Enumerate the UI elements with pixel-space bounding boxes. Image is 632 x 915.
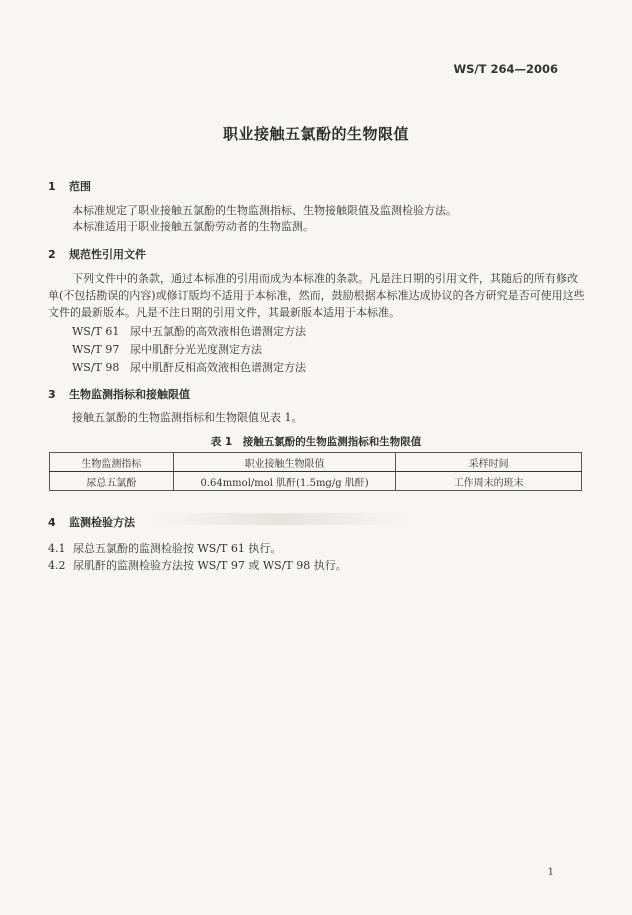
document-title: 职业接触五氯酚的生物限值 xyxy=(222,125,409,143)
clause-item xyxy=(48,557,347,573)
paragraph: 接触五氯酚的生物监测指标和生物限值见表 1。 xyxy=(72,411,303,424)
section-4-heading xyxy=(48,514,135,530)
clause-number: 4.1 xyxy=(48,542,66,555)
table-cell: 0.64mmol/mol 肌酐(1.5mg/g 肌酐) xyxy=(173,472,396,491)
page-number: 1 xyxy=(547,867,554,878)
clause-item xyxy=(48,540,281,556)
reference-item xyxy=(72,341,262,357)
paragraph: 本标准规定了职业接触五氯酚的生物监测指标、生物接触限值及监测检验方法。 xyxy=(72,204,457,217)
clause-number: 4.2 xyxy=(48,559,66,572)
paragraph: 本标准适用于职业接触五氯酚劳动者的生物监测。 xyxy=(72,220,314,233)
section-number: 3 xyxy=(48,388,56,401)
table-header-row xyxy=(50,453,582,472)
section-number: 1 xyxy=(48,180,56,193)
section-1-heading xyxy=(48,178,91,194)
table-header-cell: 生物监测指标 xyxy=(50,453,174,472)
reference-title: 尿中肌酐反相高效液相色谱测定方法 xyxy=(130,361,306,374)
table-header-cell: 采样时间 xyxy=(396,453,582,472)
reference-code: WS/T 61 xyxy=(72,325,120,338)
paragraph: 下列文件中的条款，通过本标准的引用而成为本标准的条款。凡是注日期的引用文件，其随后的所有修改单(不包括勘误的内容)或修订版均不适用于本标准，然而，鼓励根据本标准达成协议的各方研究是否可使用这些文件的最新版本。凡是不注日期的引用文件，其最新版本适用于本标准。 xyxy=(48,272,585,319)
reference-title: 尿中五氯酚的高效液相色谱测定方法 xyxy=(130,325,306,338)
section-title: 监测检验方法 xyxy=(69,516,135,529)
reference-code: WS/T 97 xyxy=(72,343,120,356)
clause-text: 尿总五氯酚的监测检验按 WS/T 61 执行。 xyxy=(73,542,282,555)
section-title: 生物监测指标和接触限值 xyxy=(69,388,190,401)
table-header-cell: 职业接触生物限值 xyxy=(173,453,396,472)
section-number: 2 xyxy=(48,248,56,261)
table-caption: 表 1 接触五氯酚的生物监测指标和生物限值 xyxy=(210,436,422,448)
section-number: 4 xyxy=(48,516,56,529)
biological-limits-table xyxy=(49,452,582,491)
clause-text: 尿肌酐的监测检验方法按 WS/T 97 或 WS/T 98 执行。 xyxy=(73,559,347,572)
scan-artifact xyxy=(150,513,410,525)
reference-title: 尿中肌酐分光光度测定方法 xyxy=(130,343,262,356)
table-row xyxy=(50,472,582,491)
section-2-heading xyxy=(48,246,146,262)
section-title: 规范性引用文件 xyxy=(69,248,146,261)
section-3-heading xyxy=(48,386,190,402)
reference-item xyxy=(72,323,306,339)
standard-number: WS/T 264—2006 xyxy=(453,62,558,76)
table-cell: 尿总五氯酚 xyxy=(50,472,174,491)
section-title: 范围 xyxy=(69,180,91,193)
reference-item xyxy=(72,359,306,375)
table-cell: 工作周末的班末 xyxy=(396,472,582,491)
reference-code: WS/T 98 xyxy=(72,361,120,374)
